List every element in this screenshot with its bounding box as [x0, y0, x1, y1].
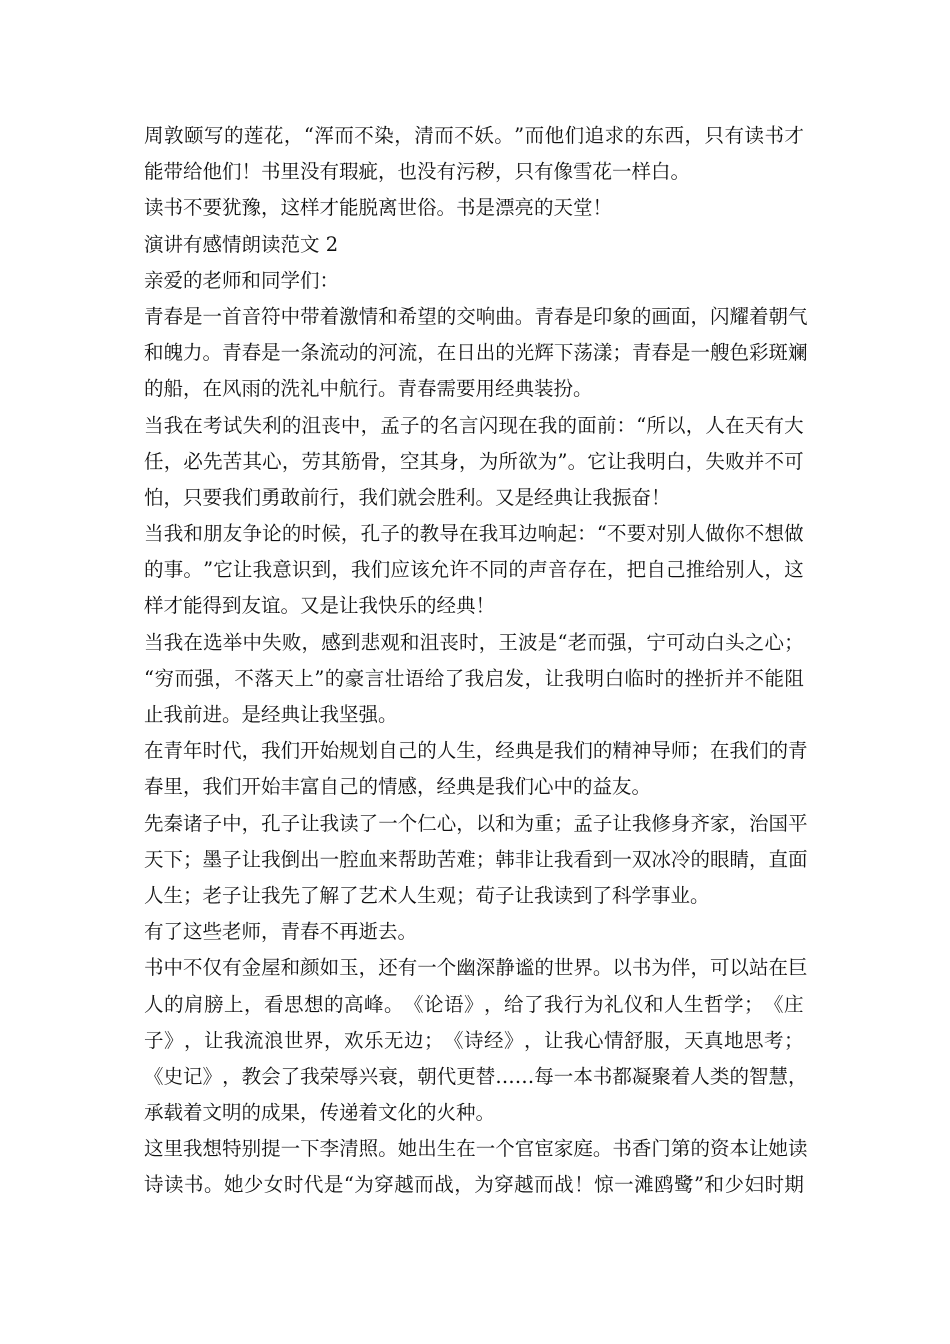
text-line: 周 敦 颐 写 的 莲 花 ， “ 浑 而 不 染 ， 清 而 不 妖 。 ” 而 他 们 追 求 的 东 西 ， 只 有 读 书 才	[144, 124, 804, 147]
text-line: 亲爱的老师和同学们：	[144, 268, 340, 292]
text-line: 当 我 在 考 试 失 利 的 沮 丧 中 ， 孟 子 的 名 言 闪 现 在 我 的 面 前 ： “ 所 以 ， 人 在 天 有 大	[144, 413, 804, 437]
text-line: “ 穷 而 强 ， 不 落 天 上 ” 的 豪 言 壮 语 给 了 我 启 发 ， 让 我 明 白 临 时 的 挫 折 并 不 能 阻	[144, 666, 804, 690]
text-line: 春里，我们开始丰富自己的情感，经典是我们心中的益友。	[144, 775, 652, 799]
text-line: 承载着文明的成果，传递着文化的火种。	[144, 1101, 496, 1125]
text-line: 人 的 肩 膀 上 ， 看 思 想 的 高 峰 。 《 论 语 》 ， 给 了 我 行 为 礼 仪 和 人 生 哲 学 ； 《 庄	[144, 992, 804, 1016]
text-line: 的 事 。 ” 它 让 我 意 识 到 ， 我 们 应 该 允 许 不 同 的 声 音 存 在 ， 把 自 己 推 给 别 人 ， 这	[144, 558, 804, 582]
text-line: 先 秦 诸 子 中 ， 孔 子 让 我 读 了 一 个 仁 心 ， 以 和 为 重 ； 孟 子 让 我 修 身 齐 家 ， 治 国 平	[144, 811, 808, 835]
text-line: 书 中 不 仅 有 金 屋 和 颜 如 玉 ， 还 有 一 个 幽 深 静 谧 的 世 界 。 以 书 为 伴 ， 可 以 站 在 巨	[144, 956, 808, 980]
text-line: 任 ， 必 先 苦 其 心 ， 劳 其 筋 骨 ， 空 其 身 ， 为 所 欲 为 ” 。 它 让 我 明 白 ， 失 败 并 不 可	[144, 449, 804, 473]
text-line: 止我前进。是经典让我坚强。	[144, 703, 398, 726]
text-line: 子 》 ， 让 我 流 浪 世 界 ， 欢 乐 无 边 ； 《 诗 经 》 ， 让 我 心 情 舒 服 ， 天 真 地 思 考 ；	[144, 1028, 804, 1052]
text-line: 当 我 在 选 举 中 失 败 ， 感 到 悲 观 和 沮 丧 时 ， 王 波 是 “ 老 而 强 ， 宁 可 动 白 头 之 心 ；	[144, 630, 804, 654]
text-line: 能带给他们！书里没有瑕疵，也没有污秽，只有像雪花一样白。	[144, 160, 691, 184]
text-line: 这 里 我 想 特 别 提 一 下 李 清 照 。 她 出 生 在 一 个 官 宦 家 庭 。 书 香 门 第 的 资 本 让 她 读	[144, 1137, 808, 1161]
text-line: 演讲有感情朗读范文 2	[144, 232, 339, 256]
text-line: 青 春 是 一 首 音 符 中 带 着 激 情 和 希 望 的 交 响 曲 。 青 春 是 印 象 的 画 面 ， 闪 耀 着 朝 气	[144, 304, 808, 328]
text-line: 和 魄 力 。 青 春 是 一 条 流 动 的 河 流 ， 在 日 出 的 光 辉 下 荡 漾 ； 青 春 是 一 艘 色 彩 斑 斓	[144, 341, 808, 365]
text-line: 天 下 ； 墨 子 让 我 倒 出 一 腔 血 来 帮 助 苦 难 ； 韩 非 让 我 看 到 一 双 冰 冷 的 眼 睛 ， 直 面	[144, 847, 808, 871]
text-line: 当 我 和 朋 友 争 论 的 时 候 ， 孔 子 的 教 导 在 我 耳 边 响 起 ： “ 不 要 对 别 人 做 你 不 想 做	[144, 522, 804, 546]
text-line: 样才能得到友谊。又是让我快乐的经典！	[144, 594, 496, 618]
text-line: 有了这些老师，青春不再逝去。	[144, 920, 418, 944]
text-line: 怕，只要我们勇敢前行，我们就会胜利。又是经典让我振奋！	[144, 485, 671, 509]
document-body	[144, 118, 808, 1204]
text-line: 读书不要犹豫，这样才能脱离世俗。书是漂亮的天堂！	[144, 196, 613, 220]
text-line: 《 史 记 》 ， 教 会 了 我 荣 辱 兴 衰 ， 朝 代 更 替 … … 每 一 本 书 都 凝 聚 着 人 类 的 智 慧 ，	[144, 1064, 808, 1088]
text-line: 诗 读 书 。 她 少 女 时 代 是 “ 为 穿 越 而 战 ， 为 穿 越 而 战 ！ 惊 一 滩 鸥 鹭 ” 和 少 妇 时 期	[144, 1173, 804, 1197]
text-line: 人生；老子让我先了解了艺术人生观；荀子让我读到了科学事业。	[144, 883, 710, 907]
text-line: 在 青 年 时 代 ， 我 们 开 始 规 划 自 己 的 人 生 ， 经 典 是 我 们 的 精 神 导 师 ； 在 我 们 的 青	[144, 739, 808, 763]
text-line: 的船，在风雨的洗礼中航行。青春需要用经典装扮。	[144, 377, 593, 401]
